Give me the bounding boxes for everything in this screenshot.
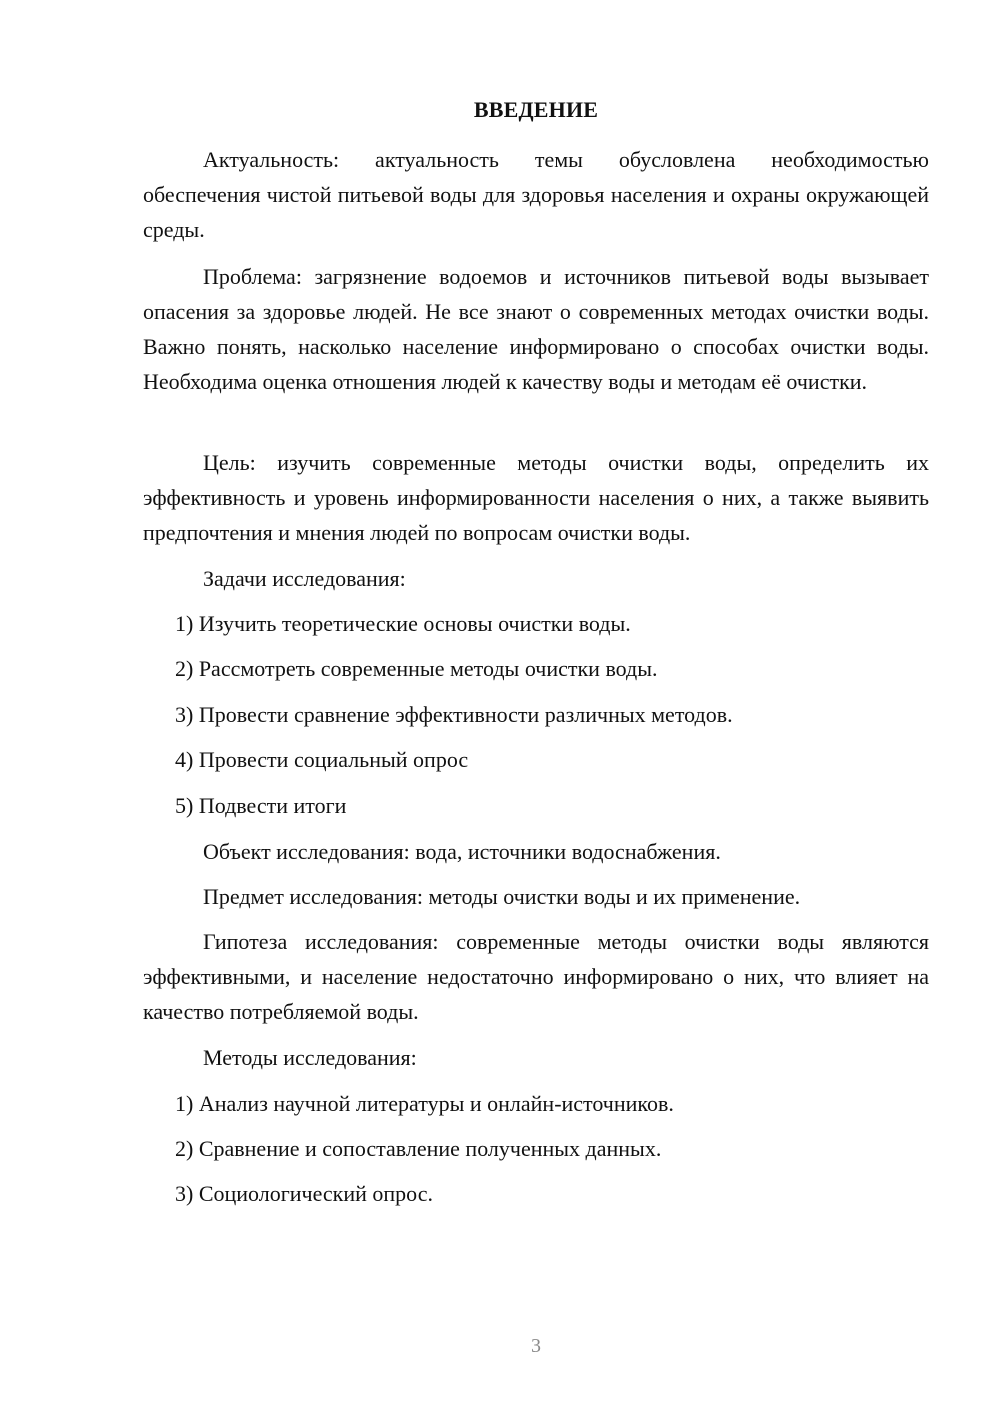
method-item-1: 1) Анализ научной литературы и онлайн-источников. — [175, 1091, 674, 1116]
page-number: 3 — [531, 1335, 541, 1357]
method-item-3: 3) Социологический опрос. — [175, 1181, 433, 1206]
methods-heading: Методы исследования: — [203, 1045, 417, 1070]
task-item-5: 5) Подвести итоги — [175, 793, 347, 818]
problem-paragraph: Проблема: загрязнение водоемов и источников питьевой воды вызывает опасения за здоровье людей. Не все знают о современных методах очистки воды. Важно понять, насколько население информировано о способах очистки воды. Необходима оценка отношения людей к качеству воды и методам её очистки. — [143, 264, 929, 394]
task-item-4: 4) Провести социальный опрос — [175, 747, 469, 772]
task-item-3: 3) Провести сравнение эффективности различных методов. — [175, 702, 733, 727]
object-paragraph: Объект исследования: вода, источники водоснабжения. — [203, 839, 721, 864]
relevance-paragraph: Актуальность: актуальность темы обусловлена необходимостью обеспечения чистой питьевой воды для здоровья населения и охраны окружающей среды. — [143, 147, 929, 242]
hypothesis-paragraph: Гипотеза исследования: современные методы очистки воды являются эффективными, и население недостаточно информировано о них, что влияет на качество потребляемой воды. — [143, 929, 929, 1024]
page-title: ВВЕДЕНИЕ — [473, 97, 599, 122]
task-item-2: 2) Рассмотреть современные методы очистки воды. — [175, 656, 658, 681]
goal-paragraph: Цель: изучить современные методы очистки воды, определить их эффективность и уровень информированности населения о них, а также выявить предпочтения и мнения людей по вопросам очистки воды. — [143, 450, 929, 545]
method-item-2: 2) Сравнение и сопоставление полученных данных. — [175, 1136, 662, 1161]
subject-paragraph: Предмет исследования: методы очистки воды и их применение. — [203, 884, 801, 909]
tasks-heading: Задачи исследования: — [203, 566, 406, 591]
task-item-1: 1) Изучить теоретические основы очистки воды. — [175, 611, 631, 636]
